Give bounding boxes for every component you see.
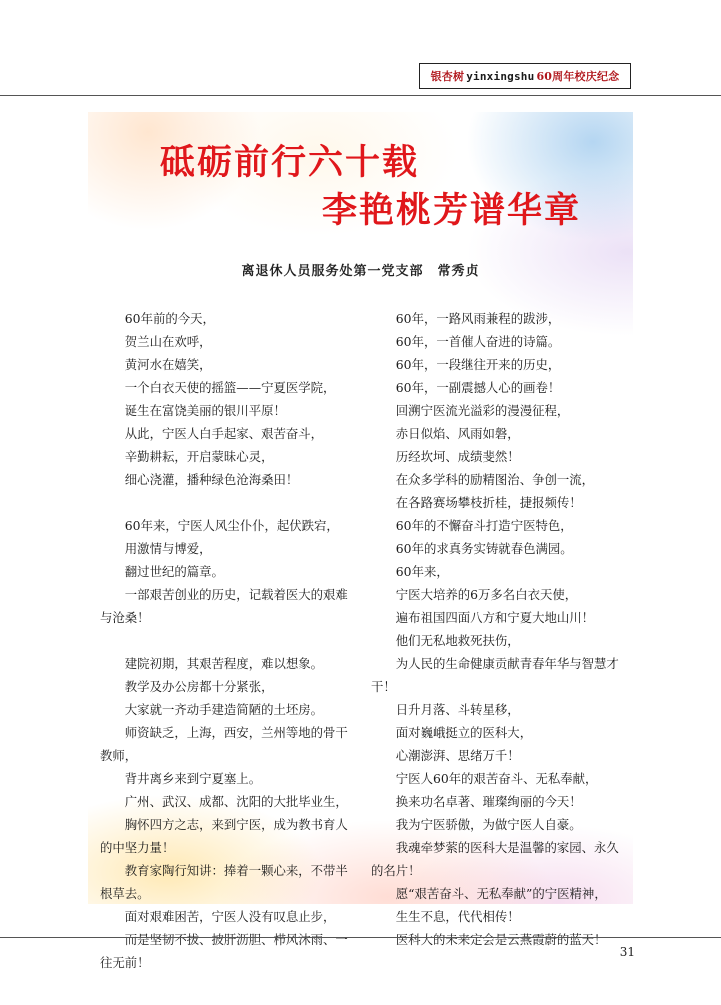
poem-line: 60年，一副震撼人心的画卷！ xyxy=(395,380,561,395)
footer-divider xyxy=(0,937,721,938)
poem-line: 换来功名卓著、璀璨绚丽的今天！ xyxy=(395,794,582,809)
header-brand-pinyin: yinxingshu xyxy=(466,69,535,83)
poem-line: 宁医人60年的艰苦奋斗、无私奉献， xyxy=(395,771,598,786)
poem-line: 60年，一首催人奋进的诗篇。 xyxy=(395,334,561,349)
poem-line: 遍布祖国四面八方和宁夏大地山川！ xyxy=(395,610,595,625)
poem-line: 面对艰难困苦，宁医人没有叹息止步， xyxy=(124,909,336,924)
poem-line: 我为宁医骄傲，为做宁医人自豪。 xyxy=(395,817,582,832)
poem-line: 生生不息，代代相传！ xyxy=(395,909,520,924)
poem-line: 回溯宁医流光溢彩的漫漫征程， xyxy=(395,403,570,418)
header-divider xyxy=(0,95,721,96)
poem-line: 60年的求真务实铸就春色满园。 xyxy=(395,541,573,556)
header-brand: 银杏树 xyxy=(430,70,465,83)
poem-line: 而是坚韧不拔、披肝沥胆、栉风沐雨、一往无前！ xyxy=(100,932,348,970)
poem-line: 细心浇灌，播种绿色沧海桑田！ xyxy=(124,472,299,487)
poem-line: 广州、武汉、成都、沈阳的大批毕业生， xyxy=(124,794,348,809)
poem-line: 愿“艰苦奋斗、无私奉献”的宁医精神， xyxy=(395,886,607,901)
poem-line: 60年的不懈奋斗打造宁医特色， xyxy=(395,518,573,533)
page-number: 31 xyxy=(619,945,635,959)
poem-line: 面对巍峨挺立的医科大， xyxy=(395,725,533,740)
article-author: 离退休人员服务处第一党支部 常秀贞 xyxy=(241,264,480,279)
poem-line: 他们无私地救死扶伤， xyxy=(395,633,520,648)
poem-line: 黄河水在嬉笑， xyxy=(124,357,212,372)
poem-line: 日升月落、斗转星移， xyxy=(395,702,520,717)
poem-line: 建院初期，其艰苦程度，难以想象。 xyxy=(124,656,324,671)
poem-line: 60年来， xyxy=(395,564,449,579)
poem-line: 在众多学科的励精图治、争创一流， xyxy=(395,472,595,487)
poem-line: 用激情与博爱， xyxy=(124,541,212,556)
poem-line: 宁医大培养的6万多名白衣天使， xyxy=(395,587,578,602)
poem-line: 60年，一路风雨兼程的跋涉， xyxy=(395,311,561,326)
poem-left-column xyxy=(100,307,358,974)
poem-line: 60年来，宁医人风尘仆仆，起伏跌宕， xyxy=(124,518,339,533)
poem-line: 赤日似焰、风雨如磐， xyxy=(395,426,520,441)
poem-line: 60年，一段继往开来的历史， xyxy=(395,357,561,372)
poem-line: 贺兰山在欢呼， xyxy=(124,334,212,349)
poem-line: 60年前的今天， xyxy=(124,311,215,326)
poem-line: 大家就一齐动手建造简陋的土坯房。 xyxy=(124,702,324,717)
poem-line: 一个白衣天使的摇篮——宁夏医学院， xyxy=(124,380,336,395)
stanza-break xyxy=(100,491,358,514)
poem-line: 我魂牵梦萦的医科大是温馨的家园、永久的名片！ xyxy=(371,840,619,878)
poem-line: 心潮澎湃、思绪万千！ xyxy=(395,748,520,763)
poem-line: 历经坎坷、成绩斐然！ xyxy=(395,449,520,464)
poem-line: 教育家陶行知讲：捧着一颗心来，不带半根草去。 xyxy=(100,863,348,901)
poem-line: 胸怀四方之志，来到宁医，成为教书育人的中坚力量！ xyxy=(100,817,348,855)
poem-line: 翻过世纪的篇章。 xyxy=(124,564,224,579)
poem-line: 师资缺乏，上海，西安，兰州等地的骨干教师， xyxy=(100,725,348,763)
poem-line: 诞生在富饶美丽的银川平原！ xyxy=(124,403,286,418)
header-anniversary: 60周年校庆纪念 xyxy=(536,70,620,83)
article-title-line1: 砥砺前行六十载 xyxy=(160,143,420,183)
poem-line: 辛勤耕耘，开启蒙昧心灵， xyxy=(124,449,274,464)
poem-line: 为人民的生命健康贡献青春年华与智慧才干！ xyxy=(371,656,619,694)
poem-line: 在各路赛场攀枝折桂，捷报频传！ xyxy=(395,495,582,510)
stanza-break xyxy=(100,629,358,652)
poem-line: 从此，宁医人白手起家、艰苦奋斗， xyxy=(124,426,324,441)
poem-right-column xyxy=(371,307,629,951)
poem-line: 教学及办公房都十分紧张， xyxy=(124,679,274,694)
poem-line: 医科大的未来定会是云燕霞蔚的蓝天！ xyxy=(395,932,607,947)
running-header xyxy=(419,63,631,89)
poem-line: 一部艰苦创业的历史，记载着医大的艰难与沧桑！ xyxy=(100,587,348,625)
poem-line: 背井离乡来到宁夏塞上。 xyxy=(124,771,262,786)
article-title-line2: 李艳桃芳谱华章 xyxy=(322,191,582,231)
